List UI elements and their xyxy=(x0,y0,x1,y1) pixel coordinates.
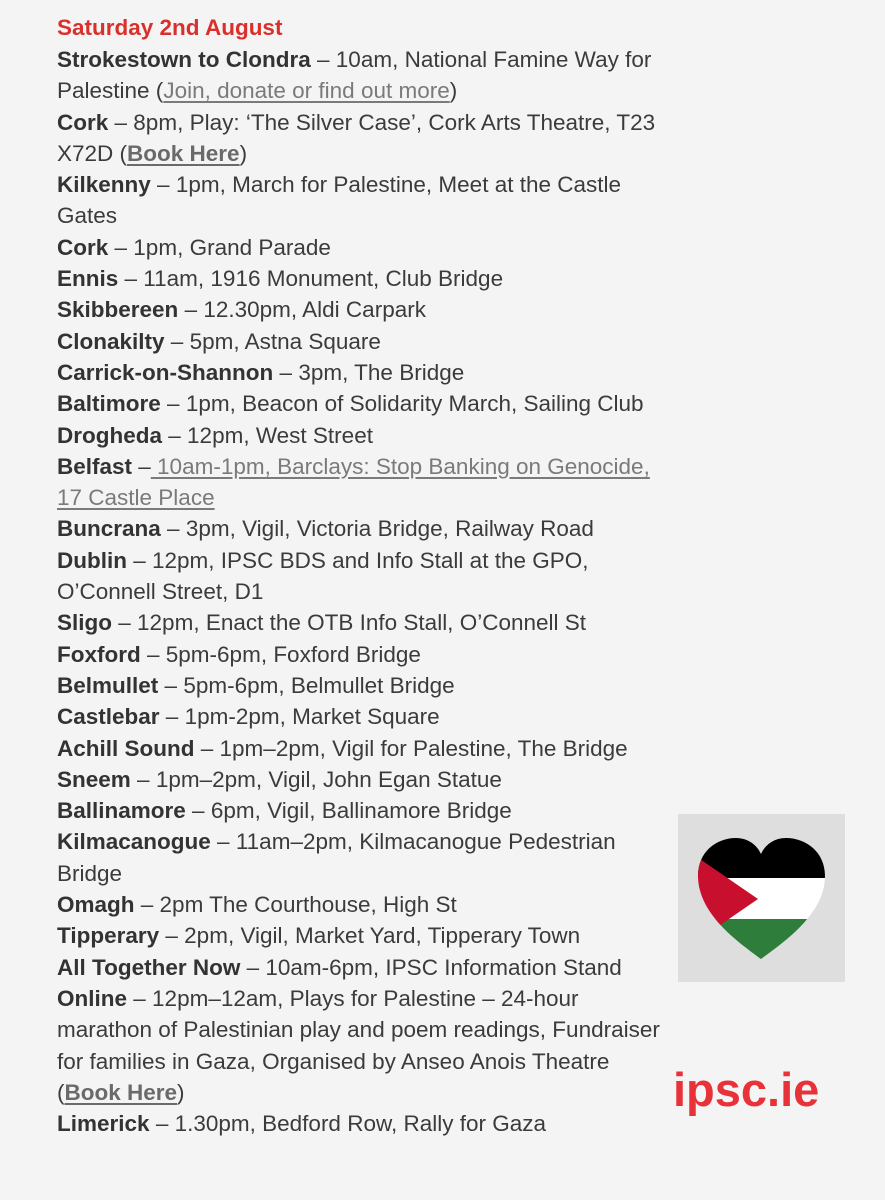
event-link[interactable]: Book Here xyxy=(64,1079,178,1105)
event-details: 1pm, March for Palestine, Meet at the Castle Gates xyxy=(57,172,622,229)
event-details: 12pm, Enact the OTB Info Stall, O’Connell St xyxy=(137,610,586,636)
event-details: 2pm, Vigil, Market Yard, Tipperary Town xyxy=(184,923,581,949)
event-details: 2pm The Courthouse, High St xyxy=(159,892,457,918)
event-item xyxy=(57,952,672,983)
event-details: 5pm, Astna Square xyxy=(189,328,381,354)
event-location: Limerick xyxy=(57,1111,150,1137)
event-item xyxy=(57,920,672,951)
palestine-flag-heart-icon xyxy=(678,814,845,982)
event-separator: – xyxy=(164,328,190,354)
event-location: Cork xyxy=(57,234,109,260)
event-location: Tipperary xyxy=(57,923,160,949)
event-item xyxy=(57,639,672,670)
event-item xyxy=(57,607,672,638)
event-separator: – xyxy=(194,735,220,761)
event-location: Buncrana xyxy=(57,516,161,542)
event-location: Castlebar xyxy=(57,704,160,730)
event-details: 1pm, Grand Parade xyxy=(133,234,331,260)
event-separator: – xyxy=(126,547,153,573)
event-details: 5pm-6pm, Foxford Bridge xyxy=(165,641,421,667)
event-details: 12pm, IPSC BDS and Info Stall at the GPO, O’Connell Street, D1 xyxy=(57,547,589,605)
event-details: 1.30pm, Bedford Row, Rally for Gaza xyxy=(174,1111,547,1137)
event-details: 8pm, Play: ‘The Silver Case’, Cork Arts Theatre, T23 X72D ( xyxy=(57,109,656,166)
event-details: 10am, National Famine Way for Palestine ( xyxy=(57,47,652,104)
event-item xyxy=(57,826,672,889)
event-details: 10am-6pm, IPSC Information Stand xyxy=(265,954,622,980)
event-separator: – xyxy=(159,923,185,949)
event-item xyxy=(57,764,672,795)
event-separator: – xyxy=(160,516,186,542)
event-details: 1pm–2pm, Vigil, John Egan Statue xyxy=(155,766,502,792)
event-separator: – xyxy=(159,704,185,730)
event-item xyxy=(57,169,672,232)
event-separator: – xyxy=(134,892,160,918)
event-item xyxy=(57,44,672,107)
event-link[interactable]: 10am-1pm, Barclays: Stop Banking on Genocide, 17 Castle Place xyxy=(57,453,650,511)
event-location: Ballinamore xyxy=(57,798,186,824)
event-closing-paren: ) xyxy=(177,1079,185,1105)
event-separator: – xyxy=(108,109,134,135)
event-separator: – xyxy=(108,234,134,260)
event-separator: – xyxy=(210,829,236,855)
event-details: 11am–2pm, Kilmacanogue Pedestrian Bridge xyxy=(57,829,616,886)
event-item xyxy=(57,983,672,1108)
event-closing-paren: ) xyxy=(239,140,248,166)
event-separator: – xyxy=(118,266,144,292)
event-link[interactable]: Book Here xyxy=(127,140,240,166)
event-details: 11am, 1916 Monument, Club Bridge xyxy=(143,266,504,292)
event-details: 1pm, Beacon of Solidarity March, Sailing Club xyxy=(185,391,644,417)
event-location: Sneem xyxy=(57,766,131,792)
event-location: Strokestown to Clondra xyxy=(57,47,311,72)
event-details: 12pm–12am, Plays for Palestine – 24-hour marathon of Palestinian play and poem readings, Fundraiser for families in Gaza, Organised by Anseo Anois Theatre ( xyxy=(57,985,660,1105)
event-item xyxy=(57,889,672,920)
event-item xyxy=(57,1108,672,1139)
event-item xyxy=(57,513,672,544)
event-item xyxy=(57,263,672,294)
event-details: 3pm, The Bridge xyxy=(298,359,465,385)
event-details: 1pm–2pm, Vigil for Palestine, The Bridge xyxy=(219,735,628,761)
event-details: 5pm-6pm, Belmullet Bridge xyxy=(183,672,455,698)
event-location: All Together Now xyxy=(57,954,241,980)
event-separator: – xyxy=(185,798,211,824)
event-details: 1pm-2pm, Market Square xyxy=(184,704,440,730)
website-label: ipsc.ie xyxy=(673,1063,820,1116)
event-location: Skibbereen xyxy=(57,297,179,323)
event-item xyxy=(57,733,672,764)
event-item xyxy=(57,326,672,357)
event-item xyxy=(57,545,672,608)
event-details: 12.30pm, Aldi Carpark xyxy=(203,297,426,323)
event-item xyxy=(57,451,672,514)
event-separator: – xyxy=(273,359,299,385)
event-separator: – xyxy=(140,641,166,667)
event-separator: – xyxy=(130,766,156,792)
event-location: Foxford xyxy=(57,641,141,667)
event-location: Clonakilty xyxy=(57,328,165,354)
event-location: Ennis xyxy=(57,266,119,292)
event-location: Kilmacanogue xyxy=(57,829,211,855)
event-separator: – xyxy=(112,610,138,636)
event-details: 12pm, West Street xyxy=(187,422,373,448)
event-location: Kilkenny xyxy=(57,172,151,198)
palestine-flag-heart-image xyxy=(678,814,845,982)
event-location: Sligo xyxy=(57,610,112,636)
event-item xyxy=(57,795,672,826)
event-separator: – xyxy=(240,954,266,980)
event-separator: – xyxy=(127,985,153,1011)
event-location: Dublin xyxy=(57,547,127,573)
event-item xyxy=(57,107,672,170)
event-closing-paren: ) xyxy=(449,78,458,104)
event-item xyxy=(57,701,672,732)
event-separator: – xyxy=(310,47,336,72)
event-location: Belfast xyxy=(57,453,133,479)
event-location: Cork xyxy=(57,109,109,135)
event-separator: – xyxy=(158,672,184,698)
event-item xyxy=(57,670,672,701)
event-separator: – xyxy=(132,453,151,479)
event-details: 6pm, Vigil, Ballinamore Bridge xyxy=(210,798,512,824)
event-item xyxy=(57,294,672,325)
event-location: Online xyxy=(57,985,128,1011)
event-details: 3pm, Vigil, Victoria Bridge, Railway Road xyxy=(185,516,594,542)
event-location: Belmullet xyxy=(57,672,159,698)
event-item xyxy=(57,388,672,419)
event-item xyxy=(57,357,672,388)
event-link[interactable]: Join, donate or find out more xyxy=(163,78,450,104)
page-heading: Saturday 2nd August xyxy=(57,15,283,40)
event-location: Achill Sound xyxy=(57,735,195,761)
event-separator: – xyxy=(160,391,186,417)
event-location: Baltimore xyxy=(57,391,161,417)
event-separator: – xyxy=(149,1111,175,1137)
event-list xyxy=(57,44,672,1139)
event-location: Omagh xyxy=(57,892,135,918)
event-separator: – xyxy=(178,297,204,323)
event-item xyxy=(57,232,672,263)
event-location: Carrick-on-Shannon xyxy=(57,359,274,385)
event-location: Drogheda xyxy=(57,422,163,448)
event-item xyxy=(57,420,672,451)
event-separator: – xyxy=(162,422,188,448)
event-separator: – xyxy=(150,172,176,198)
